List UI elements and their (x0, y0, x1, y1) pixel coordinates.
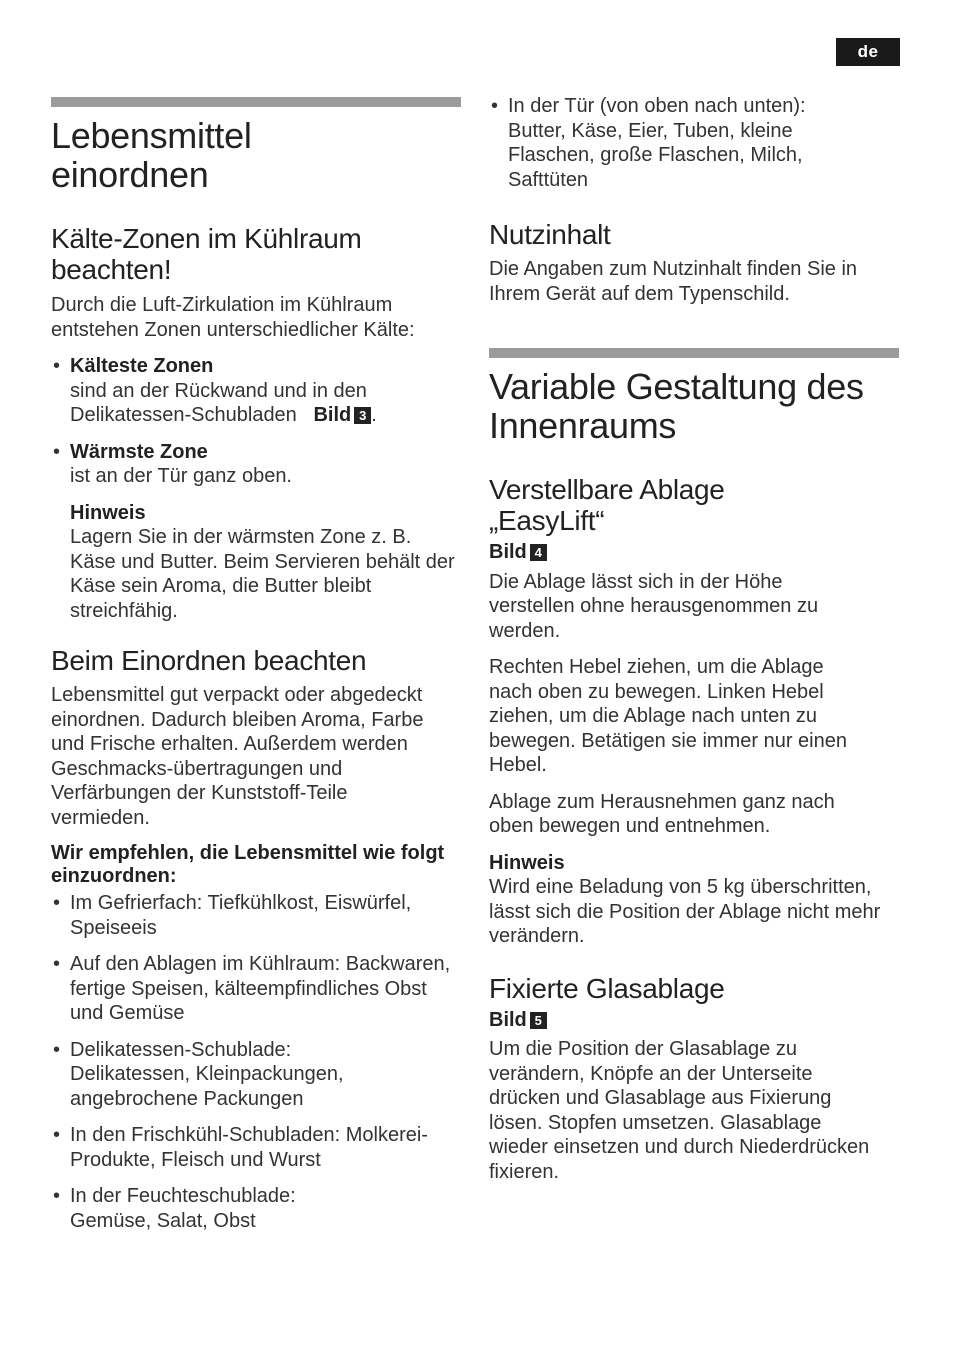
figure-number-badge: 4 (530, 544, 547, 561)
language-tab: de (836, 38, 900, 66)
section-rule (51, 97, 461, 107)
left-column (51, 0, 461, 1233)
section-title: Lebensmittel einordnen (51, 115, 252, 195)
figure-ref-label: Bild (313, 404, 352, 426)
subsection-heading-capacity: Nutzinhalt (489, 219, 611, 250)
list-item: • Auf den Ablagen im Kühlraum: Backwaren, fertige Speisen, kälteempfindliches Obst und Gemüse (51, 952, 461, 1026)
note-label: Hinweis (70, 501, 146, 524)
coldest-zone-title: • Kälteste Zonen (70, 355, 214, 377)
section-title: Variable Gestaltung des Innenraums (489, 366, 864, 446)
capacity-text: Die Angaben zum Nutzinhalt finden Sie in Ihrem Gerät auf dem Typenschild. (489, 258, 858, 305)
zones-intro: Durch die Luft-Zirkulation im Kühlraum entstehen Zonen unterschiedlicher Kälte: (51, 294, 415, 341)
list-item: • Delikatessen-Schublade: Delikatessen, Kleinpackungen, angebrochene Packungen (51, 1038, 390, 1112)
list-item (51, 440, 461, 624)
right-column (489, 0, 899, 1184)
door-list (489, 94, 899, 192)
recommend-label: Wir empfehlen, die Lebensmittel wie folgt einzuordnen: (51, 842, 445, 887)
warmest-zone-text: ist an der Tür ganz oben. (70, 465, 292, 487)
list-item: • In der Feuchteschublade: Gemüse, Salat, Obst (51, 1184, 350, 1233)
section-rule (489, 348, 899, 358)
warmest-zone-title: • Wärmste Zone (70, 440, 208, 463)
zones-list (51, 354, 461, 623)
subsection-heading-glass: Fixierte Glasablage (489, 972, 725, 1004)
list-item: • Im Gefrierfach: Tiefkühlkost, Eiswürfel, Speiseeis (51, 891, 440, 940)
figure-ref (489, 1008, 899, 1033)
subsection-heading-zones: Kälte-Zonen im Kühlraum beachten! (51, 223, 362, 285)
list-item: • In den Frischkühl-Schubladen: Molkerei-Produkte, Fleisch und Wurst (51, 1123, 461, 1172)
note-text: Lagern Sie in der wärmsten Zone z. B. Käse und Butter. Beim Servieren behält der Käse sein Aroma, die Butter bleibt streichfähig. (70, 526, 455, 622)
storing-list (51, 891, 461, 1233)
figure-ref-label: Bild (489, 1008, 527, 1031)
figure-ref-label: Bild (489, 541, 527, 563)
note-text: Wird eine Beladung von 5 kg überschritten, lässt sich die Position der Ablage nicht mehr verändern. (489, 876, 881, 947)
list-item: • In der Tür (von oben nach unten): Butter, Käse, Eier, Tuben, kleine Flaschen, große Flaschen, Milch, Safttüten (489, 94, 848, 192)
easylift-text-1: Die Ablage lässt sich in der Höhe verstellen ohne herausgenommen zu werden. (489, 570, 819, 642)
subsection-heading-easylift: Verstellbare Ablage „EasyLift“ (489, 474, 725, 536)
figure-ref (489, 540, 899, 565)
figure-number-badge: 3 (354, 407, 371, 424)
list-item (51, 354, 461, 428)
easylift-text-3: Ablage zum Herausnehmen ganz nach oben bewegen und entnehmen. (489, 790, 835, 837)
glass-text: Um die Position der Glasablage zu verändern, Knöpfe an der Unterseite drücken und Glasablage aus Fixierung lösen. Stopfen umsetzen. Glasablage wieder einsetzen und durch Niederdrücken fixieren. (489, 1038, 870, 1183)
subsection-heading-storing: Beim Einordnen beachten (51, 645, 367, 676)
easylift-text-2: Rechten Hebel ziehen, um die Ablage nach oben zu bewegen. Linken Hebel ziehen, um die Ablage nach unten zu bewegen. Betätigen sie immer nur einen Hebel. (489, 656, 847, 776)
coldest-zone-text: sind an der Rückwand und in den Delikatessen-Schubladen Bild 3 . (70, 379, 377, 426)
figure-number-badge: 5 (530, 1012, 547, 1029)
storing-text: Lebensmittel gut verpackt oder abgedeckt einordnen. Dadurch bleiben Aroma, Farbe und Frische erhalten. Außerdem werden Geschmacks-übertragungen und Verfärbungen der Kunststoff-Teile vermieden. (51, 684, 424, 829)
note-label: Hinweis (489, 851, 565, 874)
